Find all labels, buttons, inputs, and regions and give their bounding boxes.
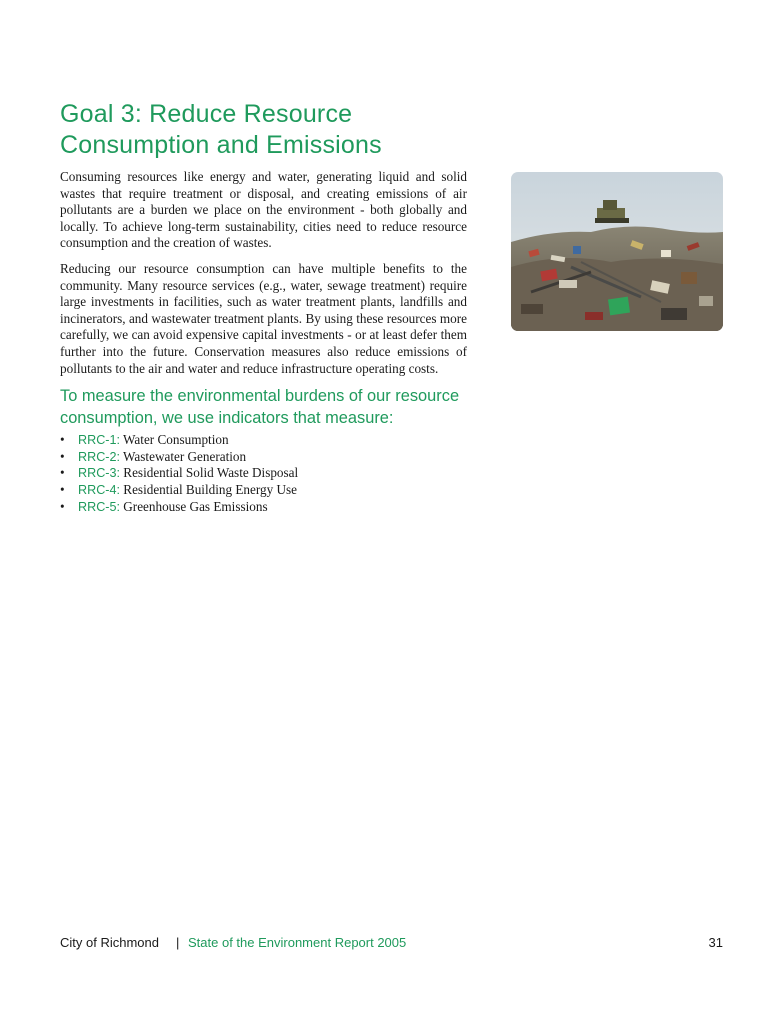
body-column xyxy=(60,169,467,515)
list-item xyxy=(60,449,467,466)
bullet-icon: • xyxy=(60,432,65,448)
indicator-code: RRC-4: xyxy=(78,482,120,497)
footer-separator: | xyxy=(176,935,180,950)
landfill-photo xyxy=(511,172,723,331)
indicators-subheading: To measure the environmental burdens of our resource consumption, we use indicators that measure: xyxy=(60,387,460,427)
list-item xyxy=(60,465,467,482)
list-item xyxy=(60,499,467,516)
footer-report-title: State of the Environment Report 2005 xyxy=(188,935,407,950)
intro-paragraph: Consuming resources like energy and water, generating liquid and solid wastes that require treatment or disposal, and creating emissions of air pollutants are a burden we place on the environment - both globally and locally. To achieve long-term sustainability, cities need to reduce resource consumption and the creation of wastes. xyxy=(60,169,467,251)
page-title: Goal 3: Reduce Resource Consumption and Emissions xyxy=(60,100,382,159)
page-number: 31 xyxy=(708,935,723,950)
bullet-icon: • xyxy=(60,448,65,464)
bullet-icon: • xyxy=(60,498,65,514)
indicator-label: Water Consumption xyxy=(123,432,229,448)
list-item xyxy=(60,432,467,449)
indicator-label: Residential Building Energy Use xyxy=(123,481,298,497)
indicator-code: RRC-2: xyxy=(78,449,120,464)
indicator-label: Wastewater Generation xyxy=(123,448,247,464)
footer-organization: City of Richmond xyxy=(60,935,159,950)
list-item xyxy=(60,482,467,499)
bullet-icon: • xyxy=(60,481,65,497)
indicator-code: RRC-5: xyxy=(78,499,120,514)
indicator-code: RRC-1: xyxy=(78,433,120,448)
indicator-code: RRC-3: xyxy=(78,466,120,481)
indicator-list xyxy=(60,432,467,515)
indicator-label: Greenhouse Gas Emissions xyxy=(123,498,268,514)
bullet-icon: • xyxy=(60,465,65,481)
indicator-label: Residential Solid Waste Disposal xyxy=(123,465,299,481)
landfill-illustration xyxy=(511,172,723,331)
benefits-paragraph: Reducing our resource consumption can have multiple benefits to the community. Many resource services (e.g., water, sewage treatment) require large investments in facilities, such as water treatment plants, landfills and incinerators, and wastewater treatment plants. By using these resources more carefully, we can avoid expensive capital investments - or at least defer them further into the future. Conservation measures also reduce emissions of pollutants to the air and water and reduce infrastructure operating costs. xyxy=(60,260,467,376)
page-footer xyxy=(60,935,723,953)
